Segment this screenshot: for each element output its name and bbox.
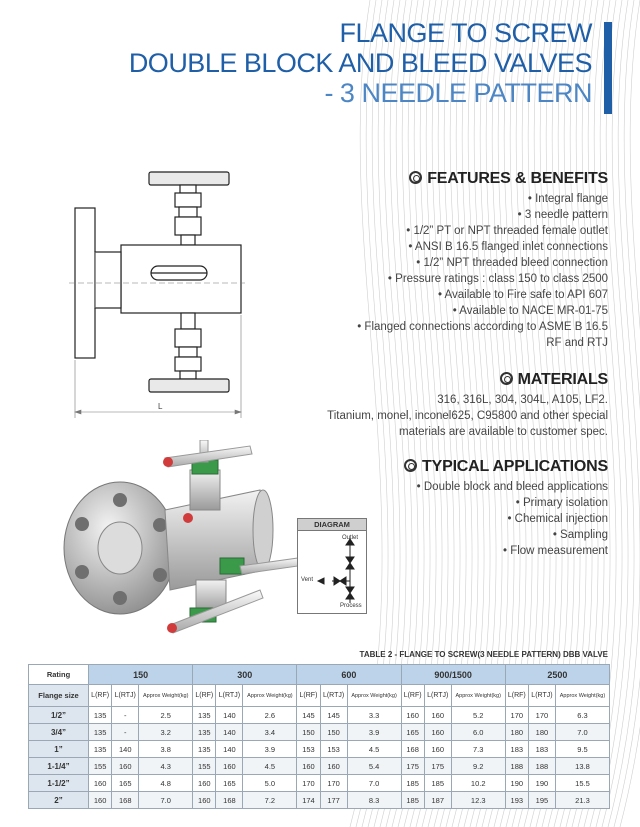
table-cell: 174 — [297, 792, 320, 809]
table-cell: 135 — [89, 724, 112, 741]
table-cell: 135 — [89, 741, 112, 758]
applications-section — [404, 458, 608, 559]
rating-group-header: 150 — [89, 665, 193, 685]
table-cell: 185 — [401, 792, 424, 809]
sub-column-header: L(RTJ) — [216, 685, 243, 707]
sub-column-header: Approx Weight(kg) — [555, 685, 609, 707]
table-row — [29, 775, 610, 792]
table-cell: - — [112, 724, 139, 741]
bullet-circle-icon — [404, 459, 417, 472]
table-cell: 187 — [424, 792, 451, 809]
table-row — [29, 741, 610, 758]
rating-group-header: 300 — [193, 665, 297, 685]
table-cell: 145 — [297, 707, 320, 724]
table-cell: 135 — [193, 724, 216, 741]
features-heading: FEATURES & BENEFITS — [357, 170, 608, 188]
table-cell: 4.8 — [139, 775, 193, 792]
rating-header: Rating — [29, 665, 89, 685]
table-cell: 168 — [401, 741, 424, 758]
sub-column-header: L(RTJ) — [528, 685, 555, 707]
table-cell: 9.2 — [451, 758, 505, 775]
table-cell: 175 — [424, 758, 451, 775]
bullet-circle-icon — [409, 171, 422, 184]
flow-diagram — [297, 518, 367, 614]
materials-section — [327, 371, 608, 440]
rating-group-header: 600 — [297, 665, 401, 685]
table-cell: 3.9 — [347, 724, 401, 741]
features-section — [357, 170, 608, 351]
table-cell: 4.5 — [347, 741, 401, 758]
materials-heading: MATERIALS — [327, 371, 608, 389]
title-accent-bar — [604, 22, 612, 114]
valve-product-image — [60, 440, 300, 645]
table-cell: 3.8 — [139, 741, 193, 758]
flange-size-cell: 1-1/2” — [29, 775, 89, 792]
table-cell: 180 — [528, 724, 555, 741]
diagram-outlet-label: Outlet — [342, 535, 359, 541]
sub-column-header: L(RTJ) — [112, 685, 139, 707]
table-cell: 160 — [320, 758, 347, 775]
sub-column-header: Approx Weight(kg) — [139, 685, 193, 707]
bullet-circle-icon — [500, 372, 513, 385]
features-item: • Flanged connections according to ASME B 16.5 — [357, 321, 608, 333]
sub-column-header: Approx Weight(kg) — [347, 685, 401, 707]
features-list — [357, 191, 608, 351]
table-cell: 13.8 — [555, 758, 609, 775]
table-cell: 150 — [297, 724, 320, 741]
table-cell: 3.3 — [347, 707, 401, 724]
table-cell: 135 — [193, 741, 216, 758]
table-row — [29, 724, 610, 741]
applications-item: • Chemical injection — [507, 513, 608, 525]
table-cell: 10.2 — [451, 775, 505, 792]
features-item: • Pressure ratings : class 150 to class 2500 — [387, 273, 608, 285]
table-cell: 3.2 — [139, 724, 193, 741]
materials-item: Titanium, monel, inconel625, C95800 and other special — [327, 410, 608, 422]
table-title: TABLE 2 - FLANGE TO SCREW(3 NEEDLE PATTERN) DBB VALVE — [359, 650, 608, 659]
features-item: • Available to NACE MR-01-75 — [452, 305, 608, 317]
table-cell: 8.3 — [347, 792, 401, 809]
table-cell: 2.6 — [243, 707, 297, 724]
table-cell: - — [112, 707, 139, 724]
applications-item: • Sampling — [552, 529, 608, 541]
table-cell: 155 — [89, 758, 112, 775]
table-cell: 165 — [112, 775, 139, 792]
table-cell: 160 — [424, 724, 451, 741]
sub-column-header: L(RF) — [89, 685, 112, 707]
table-row — [29, 758, 610, 775]
table-cell: 140 — [216, 724, 243, 741]
diagram-vent-label: Vent — [301, 577, 314, 583]
table-cell: 160 — [193, 792, 216, 809]
table-cell: 165 — [216, 775, 243, 792]
table-cell: 170 — [528, 707, 555, 724]
table-cell: 7.3 — [451, 741, 505, 758]
table-cell: 9.5 — [555, 741, 609, 758]
table-cell: 185 — [424, 775, 451, 792]
title-line-2: DOUBLE BLOCK AND BLEED VALVES — [128, 48, 592, 78]
title-line-1: FLANGE TO SCREW — [339, 18, 592, 48]
table-cell: 165 — [401, 724, 424, 741]
table-cell: 12.3 — [451, 792, 505, 809]
features-item: • ANSI B 16.5 flanged inlet connections — [408, 241, 608, 253]
applications-heading: TYPICAL APPLICATIONS — [404, 458, 608, 476]
sub-column-header: L(RF) — [297, 685, 320, 707]
table-cell: 135 — [89, 707, 112, 724]
features-item: RF and RTJ — [546, 337, 608, 349]
sub-column-header: L(RTJ) — [320, 685, 347, 707]
table-cell: 140 — [216, 707, 243, 724]
table-cell: 160 — [89, 792, 112, 809]
sub-column-header: Approx Weight(kg) — [451, 685, 505, 707]
table-cell: 145 — [320, 707, 347, 724]
table-cell: 153 — [297, 741, 320, 758]
materials-item: materials are available to customer spec. — [398, 426, 608, 438]
table-cell: 160 — [424, 707, 451, 724]
table-cell: 140 — [112, 741, 139, 758]
table-cell: 185 — [401, 775, 424, 792]
table-cell: 3.4 — [243, 724, 297, 741]
table-cell: 195 — [528, 792, 555, 809]
diagram-heading: DIAGRAM — [298, 519, 366, 531]
table-cell: 168 — [112, 792, 139, 809]
features-item: • Available to Fire safe to API 607 — [437, 289, 608, 301]
table-cell: 5.2 — [451, 707, 505, 724]
table-cell: 7.0 — [139, 792, 193, 809]
features-item: • 1/2” NPT threaded bleed connection — [416, 257, 608, 269]
table-cell: 4.5 — [243, 758, 297, 775]
table-cell: 193 — [505, 792, 528, 809]
flange-size-cell: 3/4” — [29, 724, 89, 741]
table-cell: 5.4 — [347, 758, 401, 775]
applications-item: • Flow measurement — [502, 545, 608, 557]
sub-column-header: L(RTJ) — [424, 685, 451, 707]
table-cell: 183 — [505, 741, 528, 758]
table-cell: 4.3 — [139, 758, 193, 775]
table-cell: 177 — [320, 792, 347, 809]
table-cell: 170 — [505, 707, 528, 724]
applications-list — [404, 479, 608, 559]
table-cell: 160 — [112, 758, 139, 775]
sub-column-header: Approx Weight(kg) — [243, 685, 297, 707]
table-cell: 140 — [216, 741, 243, 758]
table-cell: 2.5 — [139, 707, 193, 724]
table-cell: 155 — [193, 758, 216, 775]
table-cell: 3.9 — [243, 741, 297, 758]
flange-size-cell: 1/2” — [29, 707, 89, 724]
table-cell: 7.0 — [555, 724, 609, 741]
features-item: • Integral flange — [527, 193, 608, 205]
sub-column-header: L(RF) — [193, 685, 216, 707]
table-cell: 160 — [401, 707, 424, 724]
table-cell: 168 — [216, 792, 243, 809]
table-cell: 160 — [216, 758, 243, 775]
table-cell: 160 — [89, 775, 112, 792]
table-cell: 160 — [297, 758, 320, 775]
rating-group-header: 2500 — [505, 665, 609, 685]
table-cell: 188 — [528, 758, 555, 775]
sub-column-header: L(RF) — [401, 685, 424, 707]
table-row — [29, 707, 610, 724]
sub-column-header: L(RF) — [505, 685, 528, 707]
table-cell: 6.3 — [555, 707, 609, 724]
materials-text — [327, 392, 608, 440]
applications-item: • Primary isolation — [515, 497, 608, 509]
table-cell: 153 — [320, 741, 347, 758]
materials-item: 316, 316L, 304, 304L, A105, LF2. — [437, 394, 608, 406]
title-line-3: - 3 NEEDLE PATTERN — [324, 78, 592, 108]
page-title — [129, 18, 592, 108]
features-item: • 3 needle pattern — [517, 209, 608, 221]
table-cell: 183 — [528, 741, 555, 758]
table-cell: 7.0 — [347, 775, 401, 792]
rating-group-header: 900/1500 — [401, 665, 505, 685]
flange-size-header: Flange size — [29, 685, 89, 707]
flange-size-cell: 2” — [29, 792, 89, 809]
applications-item: • Double block and bleed applications — [416, 481, 608, 493]
table-cell: 170 — [320, 775, 347, 792]
flange-size-cell: 1” — [29, 741, 89, 758]
table-cell: 190 — [528, 775, 555, 792]
flange-size-cell: 1-1/4” — [29, 758, 89, 775]
table-cell: 150 — [320, 724, 347, 741]
spec-table — [28, 664, 610, 809]
diagram-process-label: Process — [340, 603, 362, 609]
table-cell: 6.0 — [451, 724, 505, 741]
table-cell: 160 — [424, 741, 451, 758]
table-cell: 160 — [193, 775, 216, 792]
table-cell: 21.3 — [555, 792, 609, 809]
table-row — [29, 792, 610, 809]
table-cell: 190 — [505, 775, 528, 792]
table-cell: 180 — [505, 724, 528, 741]
table-cell: 175 — [401, 758, 424, 775]
table-cell: 7.2 — [243, 792, 297, 809]
table-cell: 170 — [297, 775, 320, 792]
dimension-label: L — [158, 402, 163, 411]
features-item: • 1/2” PT or NPT threaded female outlet — [406, 225, 608, 237]
table-cell: 135 — [193, 707, 216, 724]
table-cell: 15.5 — [555, 775, 609, 792]
valve-technical-drawing — [55, 160, 260, 420]
table-cell: 188 — [505, 758, 528, 775]
table-cell: 5.0 — [243, 775, 297, 792]
